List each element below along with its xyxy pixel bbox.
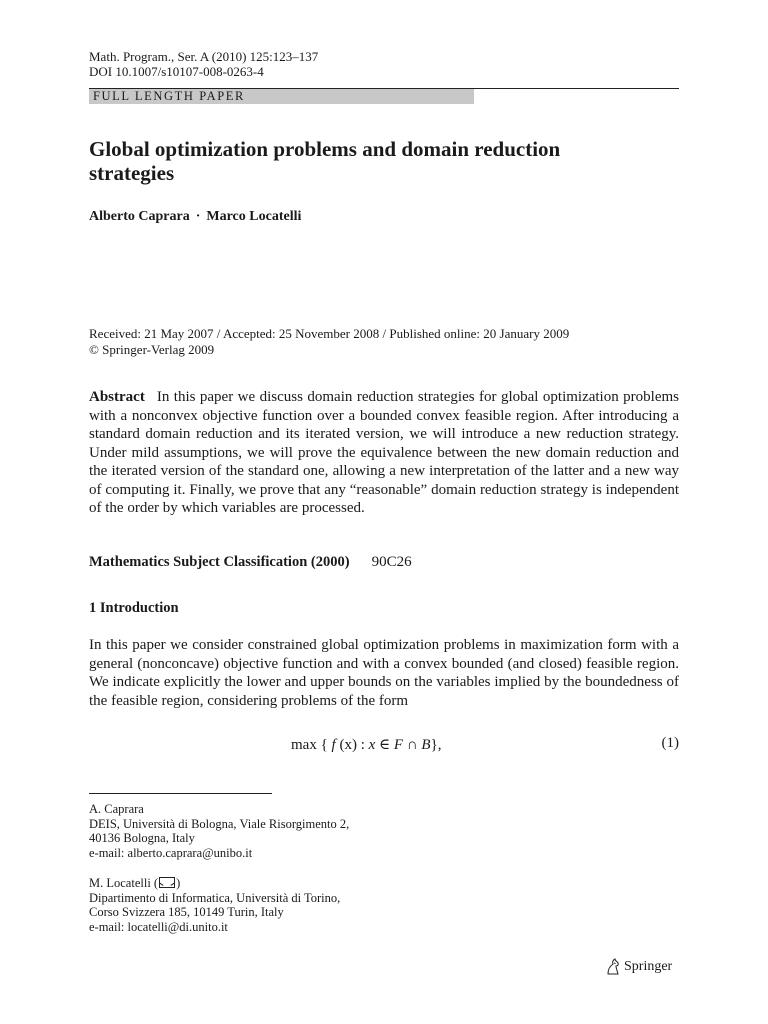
envelope-icon <box>159 877 175 888</box>
author-separator: · <box>195 209 201 224</box>
affiliation-line: DEIS, Università di Bologna, Viale Risorgimento 2, <box>89 816 350 831</box>
affiliation-name: A. Caprara <box>89 802 144 816</box>
author-name: Alberto Caprara <box>89 209 190 224</box>
publisher-logo <box>605 958 672 976</box>
affiliation-email[interactable]: e-mail: locatelli@di.unito.it <box>89 919 228 934</box>
title-line-2: strategies <box>89 161 175 185</box>
section-heading: 1 Introduction <box>89 600 179 616</box>
affiliation-locatelli <box>89 876 340 934</box>
affiliation-line: 40136 Bologna, Italy <box>89 831 195 845</box>
msc-label: Mathematics Subject Classification (2000) <box>89 554 350 570</box>
affiliation-line: Dipartimento di Informatica, Università di Torino, <box>89 890 341 905</box>
title-line-1: Global optimization problems and domain reduction <box>89 137 561 161</box>
section-body: In this paper we consider constrained global optimization problems in maximization form with a general (nonconcave) objective function and with a convex bounded (and closed) feasible region. We indicate explicitly the lower and upper bounds on the variables implied by the boundedness of the feasible region, considering problems of the form <box>89 637 679 709</box>
abstract-text: In this paper we discuss domain reduction strategies for global optimization problems with a nonconvex objective function over a bounded convex feasible region. After introducing a standard domain reduction and its iterated version, we will introduce a new reduction strategy. Under mild assumptions, we will prove the equivalence between the new domain reduction and the iterated version of the standard one, allowing a new interpretation of the latter and a new way of computing it. Finally, we prove that any “reasonable” domain reduction strategy is independent of the order by which variables are processed. <box>89 389 679 516</box>
abstract <box>89 388 679 518</box>
abstract-label: Abstract <box>89 389 145 405</box>
affiliation-email[interactable]: e-mail: alberto.caprara@unibo.it <box>89 845 253 860</box>
publisher-name: Springer <box>624 959 673 974</box>
author-list <box>89 209 301 225</box>
paper-type-banner: FULL LENGTH PAPER <box>89 89 474 104</box>
footnote-rule <box>89 793 272 794</box>
subject-classification <box>89 554 412 571</box>
affiliation-name: M. Locatelli ( ) <box>89 876 181 890</box>
journal-info <box>89 49 318 79</box>
paper-title <box>89 137 679 185</box>
equation-formula: max { f (x) : x ∈ F ∩ B}, <box>291 737 442 753</box>
springer-horse-icon <box>605 958 621 976</box>
publication-history <box>89 326 569 358</box>
history-dates: Received: 21 May 2007 / Accepted: 25 November 2008 / Published online: 20 January 2009 <box>89 326 570 341</box>
equation-1 <box>89 735 679 755</box>
affiliation-line: Corso Svizzera 185, 10149 Turin, Italy <box>89 905 284 919</box>
equation-number: (1) <box>661 735 679 751</box>
msc-code: 90C26 <box>371 554 412 570</box>
author-name: Marco Locatelli <box>206 209 302 224</box>
affiliation-caprara <box>89 802 349 860</box>
copyright-notice: © Springer-Verlag 2009 <box>89 342 215 357</box>
journal-doi: DOI 10.1007/s10107-008-0263-4 <box>89 64 264 79</box>
journal-citation: Math. Program., Ser. A (2010) 125:123–137 <box>89 49 319 64</box>
